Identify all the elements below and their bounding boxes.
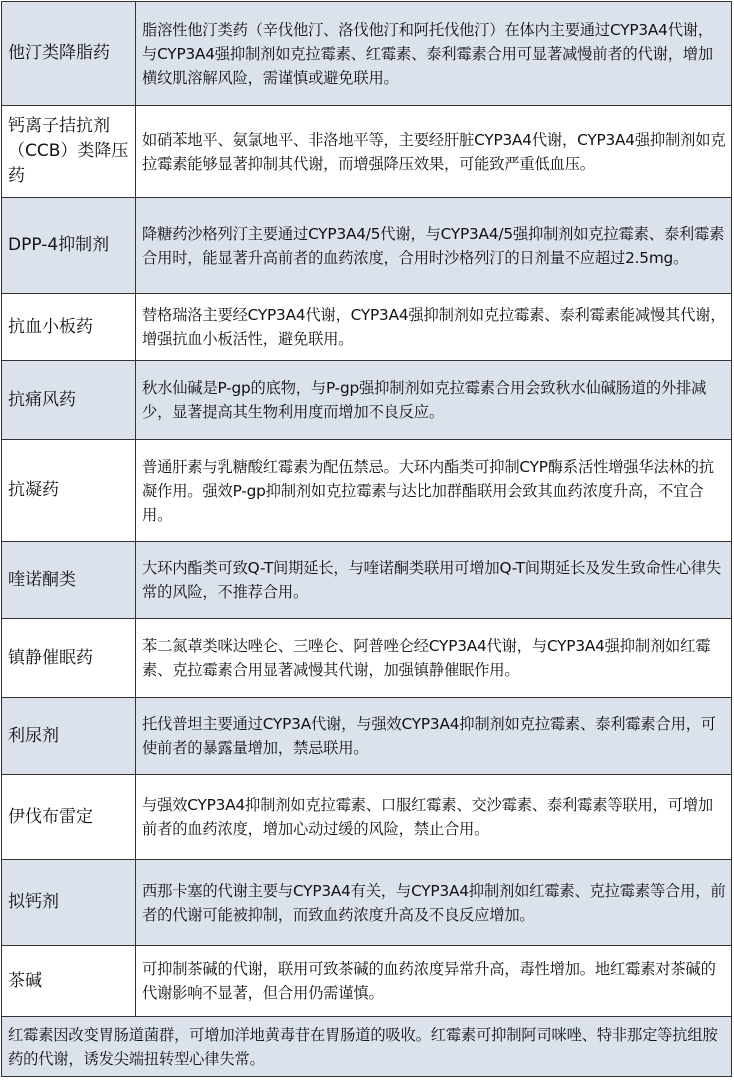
interaction-text: 西那卡塞的代谢主要与CYP3A4有关，与CYP3A4抑制剂如红霉素、克拉霉素等合用，前者的代谢可能被抑制，而致血药浓度升高及不良反应增加。 bbox=[142, 881, 726, 924]
drug-class-name: 抗痛风药 bbox=[8, 389, 76, 410]
interaction-text: 秋水仙碱是P-gp的底物，与P-gp强抑制剂如克拉霉素合用会致秋水仙碱肠道的外排减少，显著提高其生物利用度而增加不良反应。 bbox=[142, 379, 707, 421]
drug-class-name: 钙离子拮抗剂（CCB）类降压药 bbox=[8, 116, 129, 186]
interaction-text: 普通肝素与乳糖酸红霉素为配伍禁忌。大环内酯类可抑制CYP酶系活性增强华法林的抗凝作用。强效P-gp抑制剂如克拉霉素与达比加群酯联用会致其血药浓度升高，不宜合用。 bbox=[142, 457, 714, 524]
drug-class-cell bbox=[2, 440, 136, 542]
interaction-text: 苯二氮䓬类咪达唑仑、三唑仑、阿普唑仑经CYP3A4代谢，与CYP3A4强抑制剂如红霉素、克拉霉素合用显著减慢其代谢，加强镇静催眠作用。 bbox=[142, 637, 711, 679]
drug-interaction-table bbox=[1, 1, 732, 1077]
drug-class-name: 利尿剂 bbox=[8, 725, 59, 746]
table-row bbox=[2, 698, 732, 775]
table-row bbox=[2, 775, 732, 860]
footer-note: 红霉素因改变胃肠道菌群，可增加洋地黄毒苷在胃肠道的吸收。红霉素可抑制阿司咪唑、特非那定等抗组胺药的代谢，诱发尖端扭转型心律失常。 bbox=[8, 1025, 718, 1068]
drug-class-name: 拟钙剂 bbox=[8, 892, 59, 912]
table-row bbox=[2, 2, 732, 106]
interaction-text: 如硝苯地平、氨氯地平、非洛地平等，主要经肝脏CYP3A4代谢，CYP3A4强抑制剂如克拉霉素能够显著抑制其代谢，而增强降压效果，可能致严重低血压。 bbox=[142, 130, 726, 173]
interaction-cell bbox=[136, 542, 732, 619]
table-row bbox=[2, 619, 732, 698]
drug-class-cell bbox=[2, 542, 136, 619]
interaction-cell bbox=[136, 775, 732, 860]
interaction-cell bbox=[136, 2, 732, 106]
interaction-cell bbox=[136, 440, 732, 542]
drug-class-cell bbox=[2, 946, 136, 1017]
table-row bbox=[2, 946, 732, 1017]
table-row bbox=[2, 361, 732, 440]
interaction-text: 替格瑞洛主要经CYP3A4代谢，CYP3A4强抑制剂如克拉霉素、泰利霉素能减慢其代谢，增强抗血小板活性，避免联用。 bbox=[142, 306, 726, 348]
table-row bbox=[2, 294, 732, 361]
table-row bbox=[2, 440, 732, 542]
footer-row bbox=[2, 1017, 732, 1077]
interaction-cell bbox=[136, 361, 732, 440]
interaction-cell bbox=[136, 698, 732, 775]
interaction-cell bbox=[136, 946, 732, 1017]
table-row bbox=[2, 106, 732, 198]
drug-class-cell bbox=[2, 198, 136, 294]
drug-class-cell bbox=[2, 361, 136, 440]
interaction-cell bbox=[136, 860, 732, 946]
table-row bbox=[2, 542, 732, 619]
drug-class-name: 镇静催眠药 bbox=[8, 647, 93, 668]
interaction-text: 脂溶性他汀类药（辛伐他汀、洛伐他汀和阿托伐他汀）在体内主要通过CYP3A4代谢，与CYP3A4强抑制剂如克拉霉素、红霉素、泰利霉素合用可显著减慢前者的代谢，增加横纹肌溶解风险，需谨慎或避免联用。 bbox=[142, 20, 714, 87]
drug-class-cell bbox=[2, 860, 136, 946]
drug-class-cell bbox=[2, 2, 136, 106]
drug-class-cell bbox=[2, 619, 136, 698]
interaction-text: 可抑制茶碱的代谢，联用可致茶碱的血药浓度异常升高，毒性增加。地红霉素对茶碱的代谢影响不显著，但合用仍需谨慎。 bbox=[142, 960, 716, 1002]
drug-class-name: 抗血小板药 bbox=[8, 316, 93, 337]
table-row bbox=[2, 860, 732, 946]
drug-class-cell bbox=[2, 106, 136, 198]
drug-class-name: 茶碱 bbox=[8, 970, 42, 991]
interaction-text: 降糖药沙格列汀主要通过CYP3A4/5代谢，与CYP3A4/5强抑制剂如克拉霉素、泰利霉素合用时，能显著升高前者的血药浓度，合用时沙格列汀的日剂量不应超过2.5mg。 bbox=[142, 224, 725, 267]
footer-cell bbox=[2, 1017, 732, 1077]
interaction-text: 大环内酯类可致Q-T间期延长，与喹诺酮类联用可增加Q-T间期延长及发生致命性心律失常的风险，不推荐合用。 bbox=[142, 559, 722, 601]
interaction-cell bbox=[136, 198, 732, 294]
drug-class-cell bbox=[2, 698, 136, 775]
table-row bbox=[2, 198, 732, 294]
drug-class-cell bbox=[2, 294, 136, 361]
drug-class-name: 伊伐布雷定 bbox=[8, 806, 93, 827]
interaction-cell bbox=[136, 619, 732, 698]
drug-class-name: DPP-4抑制剂 bbox=[8, 235, 110, 255]
drug-class-name: 抗凝药 bbox=[8, 480, 59, 500]
interaction-cell bbox=[136, 294, 732, 361]
drug-class-name: 他汀类降脂药 bbox=[8, 43, 110, 63]
interaction-text: 托伐普坦主要通过CYP3A代谢，与强效CYP3A4抑制剂如克拉霉素、泰利霉素合用，可使前者的暴露量增加，禁忌联用。 bbox=[142, 715, 716, 757]
interaction-text: 与强效CYP3A4抑制剂如克拉霉素、口服红霉素、交沙霉素、泰利霉素等联用，可增加前者的血药浓度，增加心动过缓的风险，禁止合用。 bbox=[142, 796, 714, 838]
interaction-cell bbox=[136, 106, 732, 198]
drug-class-cell bbox=[2, 775, 136, 860]
drug-class-name: 喹诺酮类 bbox=[8, 569, 76, 590]
